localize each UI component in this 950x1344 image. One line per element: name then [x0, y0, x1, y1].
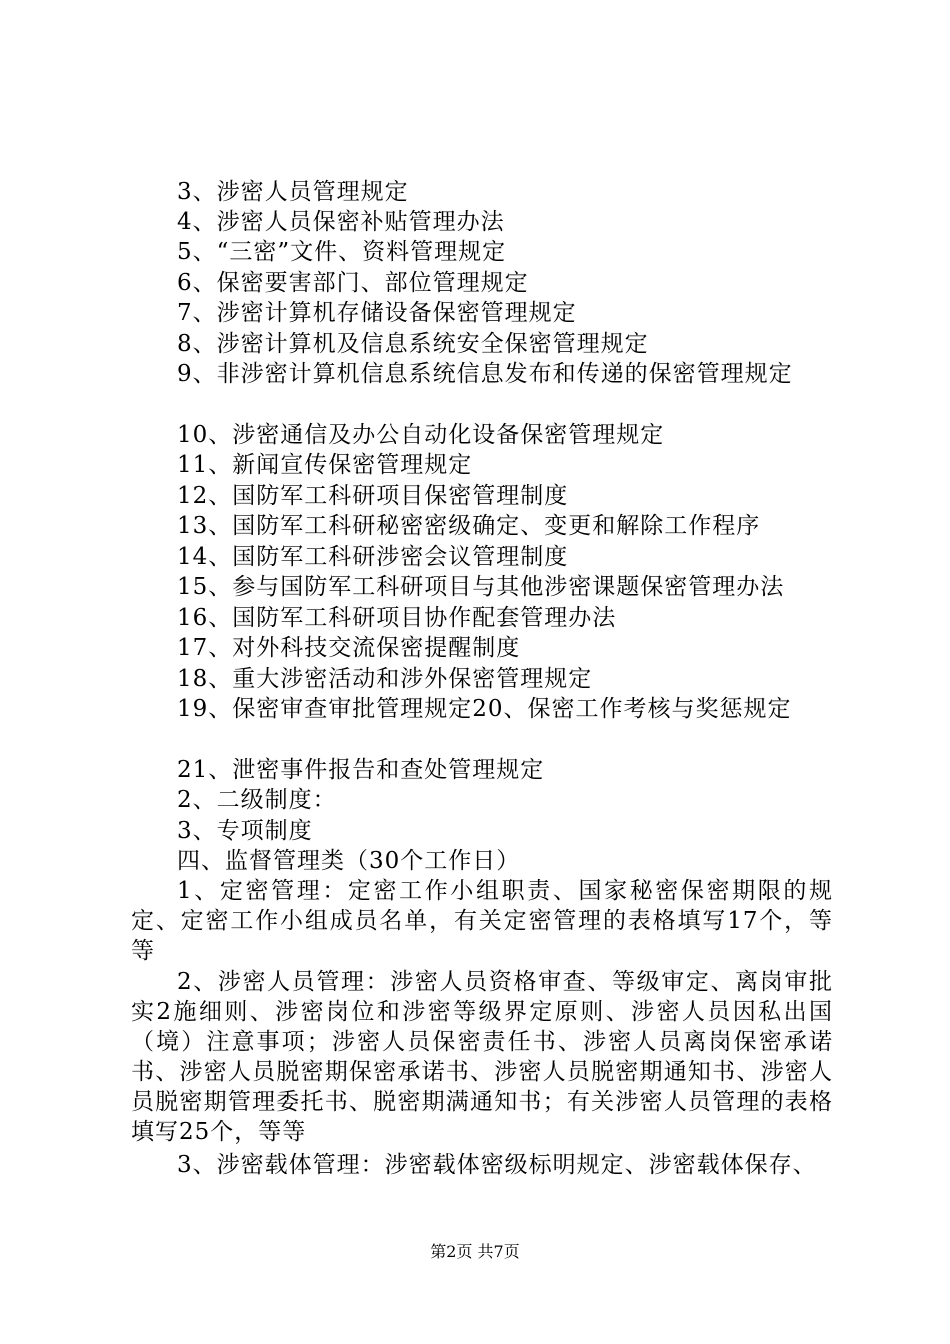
list-item-17: 17、对外科技交流保密提醒制度: [177, 635, 521, 661]
list-item-8: 8、涉密计算机及信息系统安全保密管理规定: [177, 331, 649, 357]
list-item-11: 11、新闻宣传保密管理规定: [177, 452, 473, 478]
list-item-12: 12、国防军工科研项目保密管理制度: [177, 483, 569, 509]
section-level2-rules: 2、二级制度：: [177, 787, 337, 813]
paragraph-personnel-management: 2、涉密人员管理：涉密人员资格审查、等级审定、离岗审批实2施细则、涉密岗位和涉密等级界定原则、涉密人员因私出国（境）注意事项；涉密人员保密责任书、涉密人员离岗保密承诺书、涉密人员脱密期保密承诺书、涉密人员脱密期通知书、涉密人员脱密期管理委托书、脱密期满通知书；有关涉密人员管理的表格填写25个，等等: [131, 969, 833, 1145]
list-item-19: 19、保密审查审批管理规定20、保密工作考核与奖惩规定: [177, 696, 792, 722]
list-item-18: 18、重大涉密活动和涉外保密管理规定: [177, 666, 593, 692]
section-heading-supervision: 四、监督管理类（30个工作日）: [177, 848, 521, 874]
list-item-9: 9、非涉密计算机信息系统信息发布和传递的保密管理规定: [177, 361, 793, 387]
page-number-footer: 第2页 共7页: [430, 1242, 520, 1261]
list-item-4: 4、涉密人员保密补贴管理办法: [177, 209, 505, 235]
list-item-3: 3、涉密人员管理规定: [177, 179, 409, 205]
list-item-5: 5、“三密”文件、资料管理规定: [177, 239, 507, 265]
list-item-10: 10、涉密通信及办公自动化设备保密管理规定: [177, 422, 665, 448]
section-special-rules: 3、专项制度: [177, 818, 313, 844]
paragraph-classification-management: 1、定密管理：定密工作小组职责、国家秘密保密期限的规定、定密工作小组成员名单，有关定密管理的表格填写17个，等等: [131, 878, 833, 964]
paragraph-carrier-management: 3、涉密载体管理：涉密载体密级标明规定、涉密载体保存、: [177, 1152, 817, 1178]
list-item-13: 13、国防军工科研秘密密级确定、变更和解除工作程序: [177, 513, 761, 539]
list-item-6: 6、保密要害部门、部位管理规定: [177, 270, 529, 296]
list-item-7: 7、涉密计算机存储设备保密管理规定: [177, 300, 577, 326]
list-item-21: 21、泄密事件报告和查处管理规定: [177, 757, 545, 783]
list-item-14: 14、国防军工科研涉密会议管理制度: [177, 544, 569, 570]
list-item-16: 16、国防军工科研项目协作配套管理办法: [177, 605, 617, 631]
list-item-15: 15、参与国防军工科研项目与其他涉密课题保密管理办法: [177, 574, 785, 600]
